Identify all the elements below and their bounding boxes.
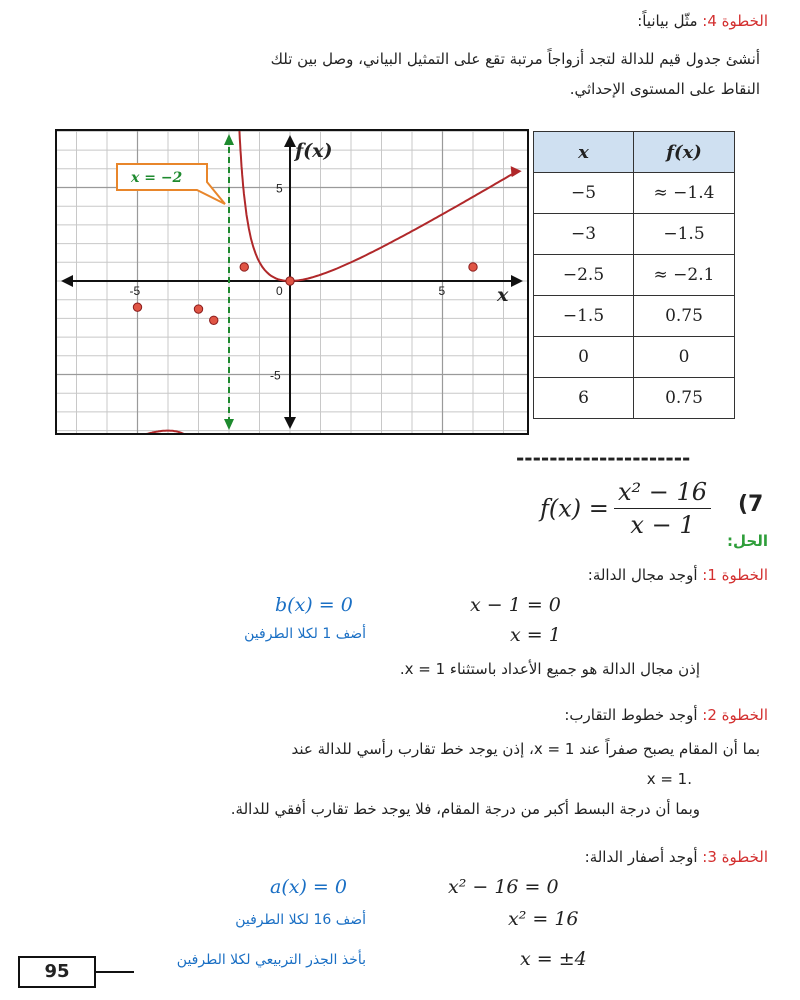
- problem7-equation: [540, 478, 711, 539]
- tick-label-x-0: 0: [276, 284, 283, 298]
- asymptote-arrow-down: [224, 419, 234, 430]
- step4-body-line1: أنشئ جدول قيم للدالة لتجد أزواجاً مرتبة تقع على التمثيل البياني، وصل بين تلك: [270, 50, 760, 68]
- step2-label: الخطوة 2:: [702, 706, 768, 724]
- table-header-row: [534, 132, 735, 173]
- step1-eq1-right: x − 1 = 0: [470, 594, 561, 616]
- step2-body: [42, 734, 760, 824]
- table-cell-x: −5: [534, 173, 634, 214]
- table-cell-fx: −1.5: [634, 214, 735, 255]
- data-point: [133, 303, 141, 311]
- step1-eq2-note: أضف 1 لكلا الطرفين: [244, 626, 366, 642]
- asymptote-callout-label: x = −2: [131, 170, 183, 186]
- step1-eq2-right: x = 1: [510, 624, 561, 646]
- y-axis-arrow-down: [284, 417, 296, 429]
- step3-eq1-left: a(x) = 0: [270, 876, 347, 898]
- step3-eq3-note: بأخذ الجذر التربيعي لكلا الطرفين: [176, 952, 366, 968]
- table-body: [534, 173, 735, 419]
- table-cell-fx: 0: [634, 337, 735, 378]
- step4-body: [40, 44, 760, 104]
- step4-label: الخطوة 4:: [702, 12, 768, 30]
- step3-eq2-right: x² = 16: [508, 908, 579, 930]
- tick-label-y-neg5: -5: [270, 368, 281, 383]
- table-cell-fx: 0.75: [634, 296, 735, 337]
- page-number: 95: [18, 956, 96, 988]
- data-point: [469, 263, 477, 271]
- step1-label: الخطوة 1:: [702, 566, 768, 584]
- table-row: [534, 337, 735, 378]
- tick-label-x-neg5: -5: [129, 284, 141, 298]
- tick-label-x-5: 5: [438, 284, 446, 298]
- step2-title: أوجد خطوط التقارب:: [564, 706, 698, 724]
- header-x: x: [534, 132, 634, 173]
- function-graph: [55, 129, 529, 435]
- table-row: [534, 255, 735, 296]
- header-fx: f(x): [634, 132, 735, 173]
- solution-label: الحل:: [727, 532, 768, 550]
- graph-canvas: [57, 131, 527, 433]
- data-point: [210, 316, 218, 324]
- x-axis-arrow-right: [511, 275, 523, 287]
- asymptote-arrow-up: [224, 134, 234, 145]
- y-axis-label: f(x): [295, 140, 333, 162]
- step4-title: مثّل بيانياً:: [637, 12, 698, 30]
- step1-conclusion: إذن مجال الدالة هو جميع الأعداد باستثناء x = 1.: [399, 660, 700, 678]
- curve-right-arrow: [511, 166, 522, 177]
- problem7-lhs: f(x) =: [540, 494, 609, 523]
- table-cell-x: −1.5: [534, 296, 634, 337]
- table-cell-x: −3: [534, 214, 634, 255]
- table-cell-fx: 0.75: [634, 378, 735, 419]
- step1-eq1-left: b(x) = 0: [275, 594, 353, 616]
- separator-line: ---------------------: [516, 446, 691, 470]
- x-axis-label: x: [497, 284, 509, 306]
- page-number-rule: [94, 971, 134, 973]
- tick-label-y-5: 5: [276, 181, 283, 196]
- problem7-fraction: [614, 478, 711, 539]
- problem7-numerator: x² − 16: [614, 478, 711, 509]
- table-cell-fx: ≈ −1.4: [634, 173, 735, 214]
- problem7-denominator: x − 1: [630, 511, 695, 539]
- table-cell-x: 0: [534, 337, 634, 378]
- step1-heading: [588, 566, 768, 584]
- step2-line1: بما أن المقام يصبح صفراً عند x = 1، إذن يوجد خط تقارب رأسي للدالة عند: [291, 740, 760, 758]
- data-point: [286, 277, 294, 285]
- step3-heading: [585, 848, 768, 866]
- table-row: [534, 214, 735, 255]
- table-cell-x: −2.5: [534, 255, 634, 296]
- step3-label: الخطوة 3:: [702, 848, 768, 866]
- table-cell-x: 6: [534, 378, 634, 419]
- step3-eq3-right: x = ±4: [520, 948, 587, 970]
- step4-body-line2: النقاط على المستوى الإحداثي.: [569, 80, 760, 98]
- x-axis-arrow-left: [61, 275, 73, 287]
- table-cell-fx: ≈ −2.1: [634, 255, 735, 296]
- graph-labels: [117, 140, 509, 383]
- data-point: [240, 263, 248, 271]
- table-row: [534, 378, 735, 419]
- step4-heading: [637, 12, 768, 30]
- value-table: [533, 131, 735, 419]
- problem7-number: (7: [738, 492, 764, 517]
- table-row: [534, 296, 735, 337]
- data-point: [194, 305, 202, 313]
- step2-line3: وبما أن درجة البسط أكبر من درجة المقام، فلا يوجد خط تقارب أفقي للدالة.: [230, 800, 700, 818]
- step3-eq1-right: x² − 16 = 0: [448, 876, 559, 898]
- graph-points: [133, 263, 477, 325]
- step2-heading: [564, 706, 768, 724]
- step2-line2: .x = 1: [646, 770, 692, 788]
- step3-title: أوجد أصفار الدالة:: [584, 848, 698, 866]
- table-row: [534, 173, 735, 214]
- step3-eq2-note: أضف 16 لكلا الطرفين: [235, 912, 366, 928]
- step1-title: أوجد مجال الدالة:: [587, 566, 698, 584]
